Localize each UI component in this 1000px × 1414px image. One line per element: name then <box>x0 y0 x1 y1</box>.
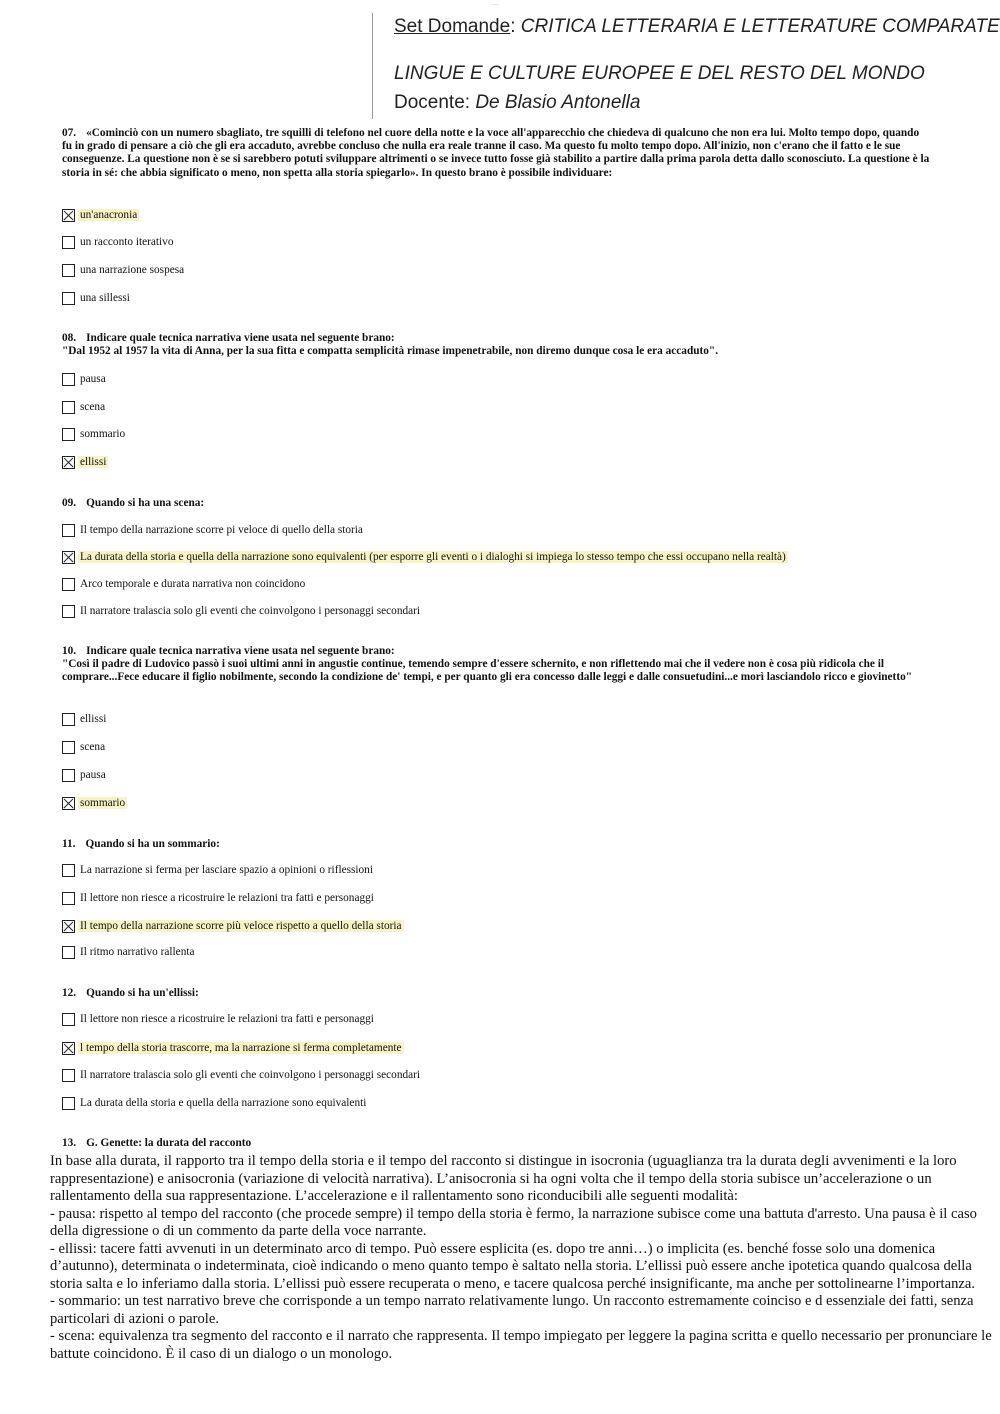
option-label: sommario <box>80 428 126 440</box>
answer-option[interactable] <box>62 1040 404 1056</box>
answer-option[interactable] <box>62 890 376 906</box>
checkbox-icon[interactable] <box>62 864 75 877</box>
question-text: «Cominciò con un numero sbagliato, tre squilli di telefono nel cuore della notte e la voce all'apparecchio che chiedeva di qualcuno che non era lui. Molto tempo dopo, quando fu in grado di pensare a ciò che gli era accaduto, avrebbe concluso che nulla era reale tranne il caso. Ma questo fu molto tempo dopo. All'inizio, non c'erano che il fatto e le sue conseguenze. La questione non è se si sarebbero potuti sviluppare altrimenti o se invece tutto fosse già stabilito a partire dalla prima parola detta dallo sconosciuto. La questione è la storia in sé: che abbia significato o meno, non spetta alla storia spiegarlo». In questo brano è possibile individuare: <box>62 127 930 179</box>
checkbox-icon[interactable] <box>62 1069 75 1082</box>
checkbox-icon[interactable] <box>62 605 75 618</box>
answer-option[interactable] <box>62 576 307 592</box>
option-label: Il lettore non riesce a ricostruire le relazioni tra fatti e personaggi <box>80 892 374 904</box>
question-text: Indicare quale tecnica narrativa viene usata nel seguente brano: <box>86 332 395 344</box>
option-label: una narrazione sospesa <box>80 264 185 276</box>
question-number: 09. <box>62 497 77 509</box>
checkbox-icon[interactable] <box>62 892 75 905</box>
answer-option[interactable] <box>62 207 139 223</box>
answer-option[interactable] <box>62 1011 376 1027</box>
question-number: 12. <box>62 987 77 999</box>
option-label: La narrazione si ferma per lasciare spazio a opinioni o riflessioni <box>80 864 373 876</box>
question-text: Quando si ha un sommario: <box>85 838 220 850</box>
set-title-line <box>394 16 1000 38</box>
checkbox-icon[interactable] <box>62 236 75 249</box>
question-12 <box>62 987 930 1000</box>
question-quote: "Così il padre di Ludovico passò i suoi ultimi anni in angustie continue, temendo sempre d'essere schernito, e non riflettendo mai che il vedere non è cosa più ridicola che il comprare...Fece educare il figlio nobilmente, secondo la condizione de' tempi, e per quanto gli era concesso dalle leggi e dalle consuetudini...e morì lasciandolo ricco e giovinetto" <box>62 658 912 684</box>
option-label: Il ritmo narrativo rallenta <box>80 946 195 958</box>
checkbox-icon[interactable] <box>62 1013 75 1026</box>
checkbox-icon[interactable] <box>62 428 75 441</box>
checkbox-icon[interactable] <box>62 292 75 305</box>
set-label: Set Domande <box>394 16 511 37</box>
essay-paragraph: - sommario: un test narrativo breve che corrisponde a un tempo narrato relativamente lungo. Un racconto estremamente coinciso e d essenziale dei fatti, senza particolari di azioni o parole. <box>50 1293 974 1327</box>
question-09 <box>62 497 930 510</box>
option-label: La durata della storia e quella della narrazione sono equivalenti (per esporre gli eventi o i dialoghi si impiega lo stesso tempo che essi occupano nella realtà) <box>80 551 786 563</box>
question-number: 13. <box>62 1137 77 1149</box>
answer-option[interactable] <box>62 371 108 387</box>
essay-paragraph: - pausa: rispetto al tempo del racconto (che procede sempre) il tempo della storia è fermo, la narrazione subisce come una battuta d'arresto. Una pausa è il caso della digressione o di un commento da parte della voce narrante. <box>50 1205 977 1239</box>
option-label: Il narratore tralascia solo gli eventi che coinvolgono i personaggi secondari <box>80 605 421 617</box>
checkbox-icon[interactable] <box>62 401 75 414</box>
answer-option[interactable] <box>62 262 186 278</box>
question-number: 07. <box>62 127 77 139</box>
checkbox-icon[interactable] <box>62 524 75 537</box>
question-text: G. Genette: la durata del racconto <box>86 1137 252 1149</box>
checkbox-icon[interactable] <box>62 373 75 386</box>
checkbox-icon[interactable] <box>62 209 75 222</box>
question-number: 10. <box>62 645 77 657</box>
answer-option[interactable] <box>62 918 404 934</box>
teacher-line <box>394 92 640 114</box>
question-text: Quando si ha una scena: <box>86 497 205 509</box>
essay-answer <box>50 1153 995 1363</box>
option-label: una sillessi <box>80 292 130 304</box>
answer-option[interactable] <box>62 862 375 878</box>
option-label: pausa <box>80 373 106 385</box>
option-label: Arco temporale e durata narrativa non coincidono <box>80 578 306 590</box>
teacher-label: Docente: <box>394 92 476 113</box>
option-label: un racconto iterativo <box>80 236 174 248</box>
page-mark: ——— <box>490 2 499 6</box>
question-07 <box>62 127 930 180</box>
question-number: 11. <box>62 838 76 850</box>
set-separator: : <box>510 16 521 37</box>
option-label: La durata della storia e quella della narrazione sono equivalenti <box>80 1097 367 1109</box>
question-text: Indicare quale tecnica narrativa viene usata nel seguente brano: <box>86 645 395 657</box>
option-label: ellissi <box>80 456 107 468</box>
checkbox-icon[interactable] <box>62 946 75 959</box>
option-label: Il lettore non riesce a ricostruire le relazioni tra fatti e personaggi <box>80 1013 374 1025</box>
answer-option[interactable] <box>62 1067 422 1083</box>
answer-option[interactable] <box>62 522 365 538</box>
checkbox-icon[interactable] <box>62 769 75 782</box>
set-title: CRITICA LETTERARIA E LETTERATURE COMPARATE <box>520 16 1000 37</box>
checkbox-icon[interactable] <box>62 551 75 564</box>
answer-option[interactable] <box>62 1095 368 1111</box>
option-label: Il tempo della narrazione scorre più veloce rispetto a quello della storia <box>80 920 402 932</box>
answer-option[interactable] <box>62 426 127 442</box>
document-header <box>372 13 1000 119</box>
answer-option[interactable] <box>62 711 108 727</box>
essay-paragraph: In base alla durata, il rapporto tra il tempo della storia e il tempo del racconto si distingue in isocronia (uguaglianza tra la durata degli avvenimenti e la loro rappresentazione) e anisocronia (variazione di velocità narrativa). L’anisocronia si ha ogni volta che il tempo della storia subisce un’accelerazione o un rallentamento della sua rappresentazione. L’accelerazione e il rallentamento sono riconducibili alle seguenti modalità: <box>50 1153 957 1204</box>
checkbox-icon[interactable] <box>62 713 75 726</box>
answer-option[interactable] <box>62 795 127 811</box>
answer-option[interactable] <box>62 399 107 415</box>
option-label: sommario <box>80 797 126 809</box>
option-label: l tempo della storia trascorre, ma la narrazione si ferma completamente <box>80 1042 402 1054</box>
question-10 <box>62 645 930 685</box>
answer-option[interactable] <box>62 767 108 783</box>
checkbox-icon[interactable] <box>62 1097 75 1110</box>
option-label: Il tempo della narrazione scorre pi veloce di quello della storia <box>80 524 363 536</box>
option-label: Il narratore tralascia solo gli eventi che coinvolgono i personaggi secondari <box>80 1069 421 1081</box>
option-label: un'anacronia <box>80 209 138 221</box>
course-title: LINGUE E CULTURE EUROPEE E DEL RESTO DEL MONDO <box>394 63 925 84</box>
essay-paragraph: - scena: equivalenza tra segmento del racconto e il narrato che rappresenta. Il tempo impiegato per leggere la pagina scritta e quello necessario per pronunciare le battute coincidono. È il caso di un dialogo o un monologo. <box>50 1328 992 1362</box>
option-label: ellissi <box>80 713 107 725</box>
answer-option[interactable] <box>62 944 197 960</box>
option-label: scena <box>80 401 106 413</box>
checkbox-icon[interactable] <box>62 1042 75 1055</box>
question-13 <box>62 1137 930 1150</box>
answer-option[interactable] <box>62 454 108 470</box>
teacher-name: De Blasio Antonella <box>475 92 641 113</box>
answer-option[interactable] <box>62 290 132 306</box>
question-11 <box>62 838 930 851</box>
question-number: 08. <box>62 332 77 344</box>
answer-option[interactable] <box>62 234 175 250</box>
option-label: pausa <box>80 769 106 781</box>
answer-option[interactable] <box>62 603 422 619</box>
option-label: scena <box>80 741 106 753</box>
question-08 <box>62 332 930 358</box>
question-quote: "Dal 1952 al 1957 la vita di Anna, per la sua fitta e compatta semplicità rimase impenetrabile, non diremo dunque cosa le era accaduto". <box>62 345 719 358</box>
answer-option[interactable] <box>62 739 107 755</box>
checkbox-icon[interactable] <box>62 920 75 933</box>
checkbox-icon[interactable] <box>62 741 75 754</box>
checkbox-icon[interactable] <box>62 578 75 591</box>
essay-paragraph: - ellissi: tacere fatti avvenuti in un determinato arco di tempo. Può essere esplicita (es. dopo tre anni…) o implicita (es. benché fosse solo una domenica d’autunno), determinata o indeterminata, cioè indicando o meno quanto tempo è saltato nella storia. L’ellissi può essere anche ipotetica quando qualcosa della storia salta e lo inferiamo dalla storia. L’ellissi può essere recuperata o meno, e tacere qualcosa perché insignificante, ma anche per sottolinearne l’importanza. <box>50 1240 975 1292</box>
answer-option[interactable] <box>62 549 788 565</box>
question-text: Quando si ha un'ellissi: <box>86 987 199 999</box>
checkbox-icon[interactable] <box>62 797 75 810</box>
checkbox-icon[interactable] <box>62 456 75 469</box>
checkbox-icon[interactable] <box>62 264 75 277</box>
